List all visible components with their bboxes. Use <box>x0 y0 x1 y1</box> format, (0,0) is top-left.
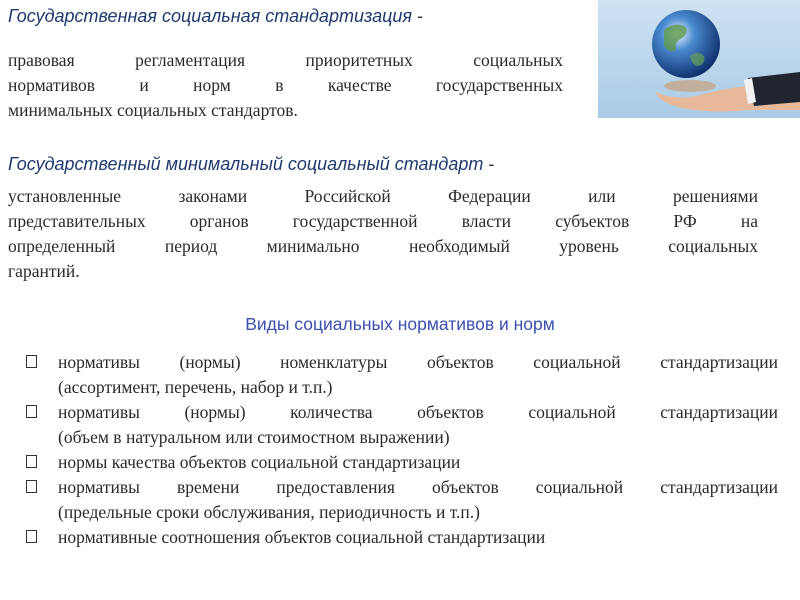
list-item-line: (объем в натуральном или стоимостном выражении) <box>58 427 450 447</box>
bullet-icon <box>26 480 37 493</box>
norms-list <box>18 350 778 550</box>
list-item-line: нормативы времени предоставления объектов социальной стандартизации <box>58 477 778 497</box>
block1-line: минимальных социальных стандартов. <box>8 100 298 120</box>
list-item-line: нормативы (нормы) количества объектов социальной стандартизации <box>58 402 778 422</box>
block1-line: нормативов и норм в качестве государственных <box>8 75 563 95</box>
block1-line: правовая регламентация приоритетных социальных <box>8 50 563 70</box>
list-item-line: нормативные соотношения объектов социальной стандартизации <box>58 527 546 547</box>
block2-line: установленные законами Российской Федерации или решениями <box>8 186 758 206</box>
list-item <box>18 475 778 525</box>
list-item <box>18 350 778 400</box>
list-item <box>18 450 778 475</box>
list-item-line: нормы качества объектов социальной стандартизации <box>58 452 461 472</box>
block2-paragraph <box>8 184 758 284</box>
list-item <box>18 400 778 450</box>
block2-line: гарантий. <box>8 261 80 281</box>
bullet-icon <box>26 355 37 368</box>
block2-line: определенный период минимально необходимый уровень социальных <box>8 236 758 256</box>
block2-title-text: Государственный минимальный социальный стандарт <box>8 154 484 174</box>
list-item-line: (ассортимент, перечень, набор и т.п.) <box>58 377 333 397</box>
list-item-line: (предельные сроки обслуживания, периодичность и т.п.) <box>58 502 480 522</box>
section-heading: Виды социальных нормативов и норм <box>245 314 555 334</box>
list-item-line: нормативы (нормы) номенклатуры объектов социальной стандартизации <box>58 352 778 372</box>
block1-title-dash: - <box>417 6 424 26</box>
bullet-icon <box>26 455 37 468</box>
block2-title <box>8 154 494 175</box>
globe-in-hand-icon <box>598 0 800 118</box>
bullet-icon <box>26 530 37 543</box>
block1-paragraph <box>8 48 563 123</box>
block2-line: представительных органов государственной власти субъектов РФ на <box>8 211 758 231</box>
block1-title <box>8 6 423 27</box>
bullet-icon <box>26 405 37 418</box>
block1-title-text: Государственная социальная стандартизация <box>8 6 413 26</box>
block2-title-dash: - <box>488 154 495 174</box>
list-item <box>18 525 778 550</box>
